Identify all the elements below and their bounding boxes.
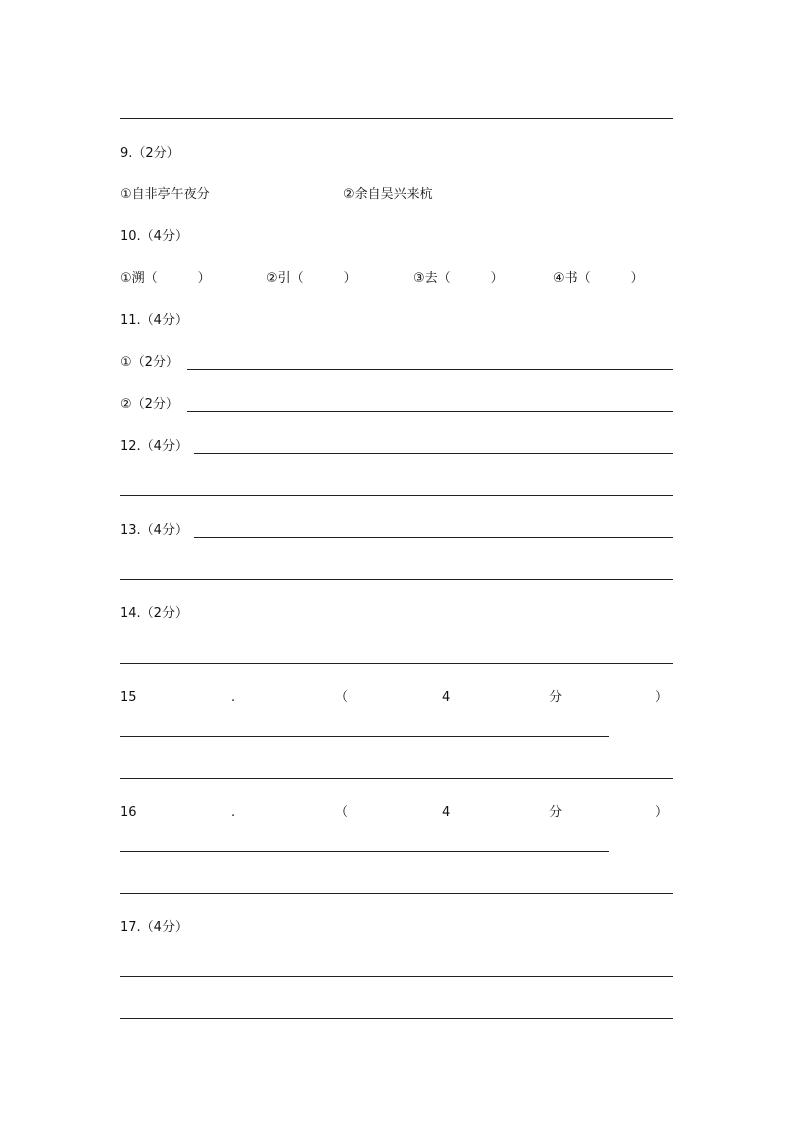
q15-number: 15 <box>120 690 137 705</box>
q15-answer-line-1[interactable] <box>120 736 609 737</box>
q12-answer-line-2[interactable] <box>120 495 673 496</box>
q13-label: 13.（4分） <box>120 523 188 538</box>
q12-label: 12.（4分） <box>120 439 188 454</box>
q11-label: 11.（4分） <box>120 313 188 328</box>
q14-label: 14.（2分） <box>120 606 188 621</box>
q10-item-3[interactable] <box>413 271 504 287</box>
q10-item-4-text: ④书（ <box>553 271 591 286</box>
q16-points: 4 <box>442 805 451 820</box>
q10-label: 10.（4分） <box>120 229 188 244</box>
q10-item-3-text: ③去（ <box>413 271 451 286</box>
q9-label: 9.（2分） <box>120 146 180 161</box>
q16-answer-line-2[interactable] <box>120 893 673 894</box>
q11-sub2-label: ②（2分） <box>120 397 179 412</box>
q10-item-4[interactable] <box>553 271 644 287</box>
q15-dot: . <box>231 690 236 705</box>
q17-answer-line-1[interactable] <box>120 976 673 977</box>
q9-option-1: ①自非亭午夜分 <box>120 187 210 202</box>
q17-answer-line-2[interactable] <box>120 1018 673 1019</box>
q16-number: 16 <box>120 805 137 820</box>
q16-open-paren: （ <box>335 805 349 820</box>
q10-item-2-close: ） <box>343 271 357 286</box>
q12-answer-line-1[interactable] <box>194 453 673 454</box>
q13-answer-line-2[interactable] <box>120 579 673 580</box>
q11-sub1-answer-line[interactable] <box>187 369 673 370</box>
q16-close-paren: ） <box>655 805 669 820</box>
q16-fen: 分 <box>549 805 563 820</box>
answer-line-top[interactable] <box>120 118 673 119</box>
q10-item-2[interactable] <box>266 271 357 287</box>
q13-answer-line-1[interactable] <box>194 537 673 538</box>
q16-answer-line-1[interactable] <box>120 851 609 852</box>
q10-item-1[interactable] <box>120 271 211 287</box>
q15-close-paren: ） <box>655 690 669 705</box>
q11-sub1-label: ①（2分） <box>120 355 179 370</box>
q15-fen: 分 <box>549 690 563 705</box>
q17-label: 17.（4分） <box>120 920 188 935</box>
q10-item-3-close: ） <box>490 271 504 286</box>
q9-option-2: ②余自吴兴来杭 <box>343 187 433 202</box>
q15-points: 4 <box>442 690 451 705</box>
q10-item-1-close: ） <box>197 271 211 286</box>
q10-item-1-text: ①溯（ <box>120 271 158 286</box>
q16-dot: . <box>231 805 236 820</box>
q15-answer-line-2[interactable] <box>120 778 673 779</box>
q11-sub2-answer-line[interactable] <box>187 411 673 412</box>
q15-open-paren: （ <box>335 690 349 705</box>
q10-item-2-text: ②引（ <box>266 271 304 286</box>
q14-answer-line[interactable] <box>120 663 673 664</box>
q10-item-4-close: ） <box>630 271 644 286</box>
